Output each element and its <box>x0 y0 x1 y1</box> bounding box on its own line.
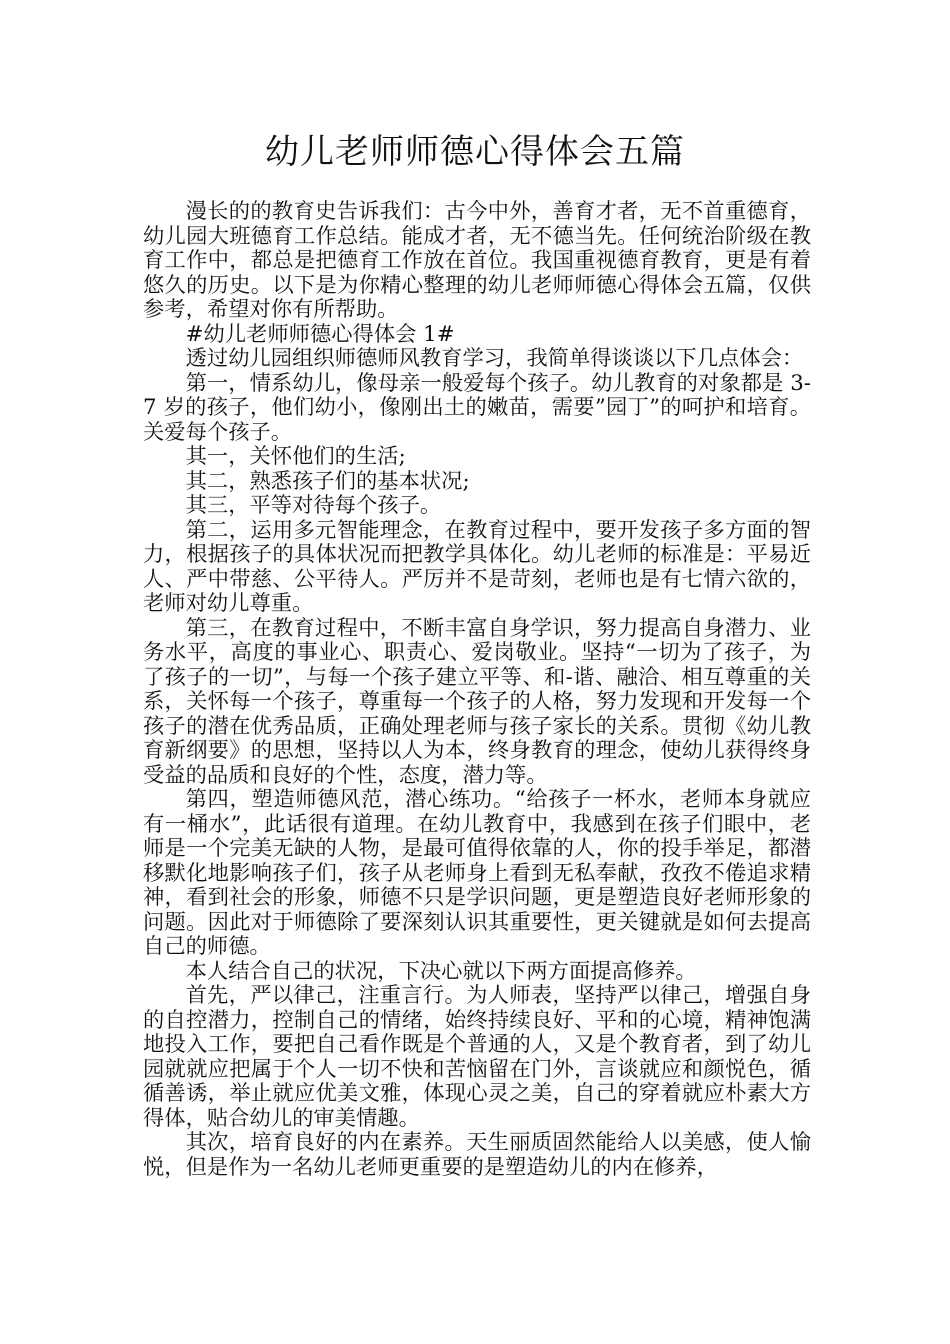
paragraph: 第一，情系幼儿，像母亲一般爱每个孩子。幼儿教育的对象都是 3-7 岁的孩子，他们幼小，像刚出土的嫩苗，需要”园丁”的呵护和培育。关爱每个孩子。 <box>143 370 811 445</box>
document-body <box>143 200 811 1180</box>
paragraph: 其次，培育良好的内在素养。天生丽质固然能给人以美感，使人愉悦，但是作为一名幼儿老师更重要的是塑造幼儿的内在修养， <box>143 1130 811 1180</box>
paragraph: 本人结合自己的状况，下决心就以下两方面提高修养。 <box>185 958 697 984</box>
paragraph: 其三，平等对待每个孩子。 <box>185 493 442 518</box>
document-title: 幼儿老师师德心得体会五篇 <box>265 132 685 172</box>
paragraph: 其一，关怀他们的生活; <box>185 444 406 469</box>
paragraph: 透过幼儿园组织师德师风教育学习，我简单得谈谈以下几点体会： <box>185 346 804 371</box>
paragraph: 首先，严以律己，注重言行。为人师表，坚持严以律己，增强自身的自控潜力，控制自己的情绪，始终持续良好、平和的心境，精神饱满地投入工作，要把自己看作既是个普通的人，又是个教育者，到了幼儿园就就应把属于个人一切不快和苦恼留在门外，言谈就应和颜悦色，循循善诱，举止就应优美文雅，体现心灵之美，自己的穿着就应朴素大方得体，贴合幼儿的审美情趣。 <box>143 983 811 1131</box>
paragraph-intro: 漫长的的教育史告诉我们：古今中外，善育才者，无不首重德育，幼儿园大班德育工作总结。能成才者，无不德当先。任何统治阶级在教育工作中，都总是把德育工作放在首位。我国重视德育教育，更是有着悠久的历史。以下是为你精心整理的幼儿老师师德心得体会五篇，仅供参考，希望对你有所帮助。 <box>143 199 811 322</box>
paragraph: 其二，熟悉孩子们的基本状况; <box>185 468 470 494</box>
section-heading-1: #幼儿老师师德心得体会 1# <box>185 321 455 347</box>
paragraph: 第三，在教育过程中，不断丰富自身学识，努力提高自身潜力、业务水平，高度的事业心、职责心、爱岗敬业。坚持“一切为了孩子，为了孩子的一切”，与每一个孩子建立平等、和-谐、融洽、相互尊重的关系，关怀每一个孩子，尊重每一个孩子的人格，努力发现和开发每一个孩子的潜在优秀品质，正确处理老师与孩子家长的关系。贯彻《幼儿教育新纲要》的思想，坚持以人为本，终身教育的理念，使幼儿获得终身受益的品质和良好的个性，态度，潜力等。 <box>143 615 811 788</box>
paragraph: 第四，塑造师德风范，潜心练功。“给孩子一杯水，老师本身就应有一桶水”，此话很有道理。在幼儿教育中，我感到在孩子们眼中，老师是一个完美无缺的人物，是最可值得依靠的人，你的投手举足，都潜移默化地影响孩子们，孩子从老师身上看到无私奉献，孜孜不倦追求精神，看到社会的形象，师德不只是学识问题，更是塑造良好老师形象的问题。因此对于师德除了要深刻认识其重要性，更关键就是如何去提高自己的师德。 <box>143 787 811 959</box>
paragraph: 第二，运用多元智能理念，在教育过程中，要开发孩子多方面的智力，根据孩子的具体状况而把教学具体化。幼儿老师的标准是：平易近人、严中带慈、公平待人。严厉并不是苛刻，老师也是有七情六欲的，老师对幼儿尊重。 <box>143 517 811 616</box>
